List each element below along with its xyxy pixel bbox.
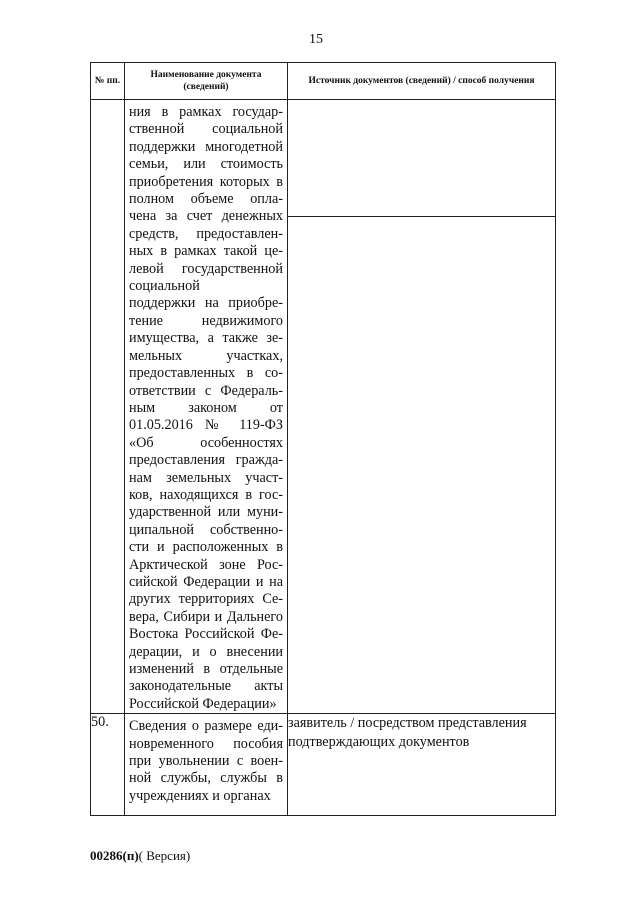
continued-name-cell <box>125 100 288 714</box>
table-row-50 <box>91 714 556 816</box>
text-line: чена за счет денежных <box>129 208 283 225</box>
text-line: Востока Российской Фе- <box>129 626 283 643</box>
text-line: поддержки на приобре- <box>129 295 283 312</box>
text-line: законодательные акты <box>129 678 283 695</box>
text-line: Российской Федерации» <box>129 695 277 712</box>
continued-name-text <box>125 100 287 713</box>
text-line: других территориях Се- <box>129 591 283 608</box>
footer-code: 00286(п) <box>90 848 139 863</box>
text-line: вера, Сибири и Дальнего <box>129 608 283 625</box>
text-line: ных в рамках такой це- <box>129 243 283 260</box>
documents-table <box>90 62 556 816</box>
text-line: ципальной собственно- <box>129 521 283 538</box>
text-line: сти и расположенных в <box>129 539 283 556</box>
text-line: ков, находящихся в гос- <box>129 486 283 503</box>
text-line: новременного пособия <box>129 735 283 752</box>
text-line: ния в рамках государ- <box>129 104 283 120</box>
table-row-continued <box>91 100 556 217</box>
text-line: приобретения которых в <box>129 173 283 190</box>
text-line: дерации, и о внесении <box>129 643 283 660</box>
continued-num-cell <box>91 100 125 714</box>
row-50-name-cell <box>125 714 288 816</box>
row-50-name-text <box>125 714 287 805</box>
text-line: учреждениях и органах <box>129 787 271 804</box>
text-line: предоставленных в со- <box>129 365 283 382</box>
text-line: ударственной или муни- <box>129 504 283 521</box>
footer-version: ( Версия) <box>138 848 191 863</box>
text-line: Арктической зоне Рос- <box>129 556 283 573</box>
text-line: ным законом от <box>129 399 283 416</box>
continued-source-cell-top <box>288 100 556 217</box>
header-name: Наименование документа (сведений) <box>125 63 288 100</box>
header-num: № пп. <box>91 63 125 100</box>
row-50-source: заявитель / посредством представления подтверждающих документов <box>288 714 556 816</box>
text-line: 01.05.2016 № 119-ФЗ <box>129 417 283 434</box>
text-line: «Об особенностях <box>129 434 283 451</box>
text-line: имущества, а также зе- <box>129 330 283 347</box>
text-line: левой государственной <box>129 260 283 277</box>
text-line: средств, предоставлен- <box>129 225 283 242</box>
text-line: полном объеме опла- <box>129 191 283 208</box>
text-line: сийской Федерации и на <box>129 573 283 590</box>
page-number: 15 <box>309 32 323 47</box>
text-line: ной службы, службы в <box>129 770 283 787</box>
text-line: ответствии с Федераль- <box>129 382 283 399</box>
text-line: тение недвижимого <box>129 312 283 329</box>
text-line: социальной <box>129 278 200 295</box>
text-line: нам земельных участ- <box>129 469 283 486</box>
footer <box>90 848 190 864</box>
text-line: предоставления гражда- <box>129 452 283 469</box>
continued-source-cell-bottom <box>288 217 556 714</box>
row-50-num: 50. <box>91 714 125 816</box>
text-line: изменений в отдельные <box>129 661 283 677</box>
text-line: при увольнении с воен- <box>129 753 283 770</box>
text-line: семьи, или стоимость <box>129 156 283 173</box>
text-line: Сведения о размере еди- <box>129 718 283 735</box>
text-line: мельных участках, <box>129 347 283 364</box>
table-header-row <box>91 63 556 100</box>
text-line: поддержки многодетной <box>129 138 283 155</box>
text-line: ственной социальной <box>129 121 283 138</box>
header-source: Источник документов (сведений) / способ получения <box>288 63 556 100</box>
